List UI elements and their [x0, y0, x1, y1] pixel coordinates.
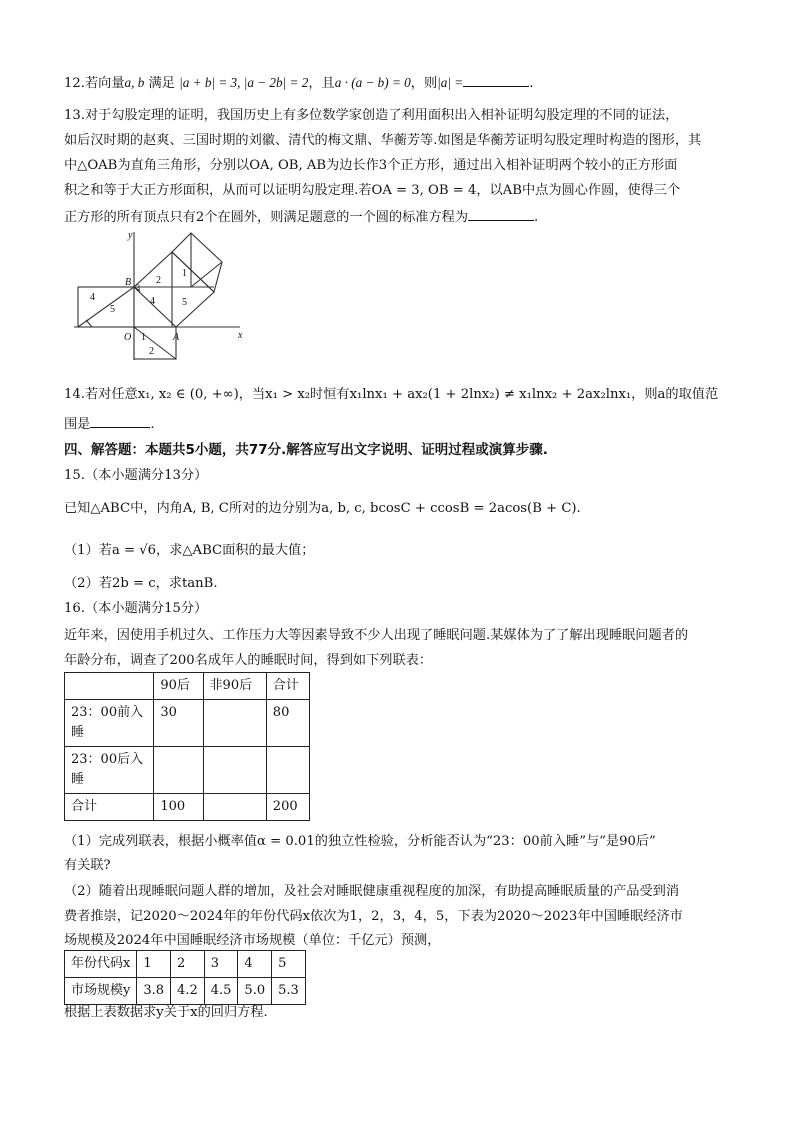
- q14-answer-blank[interactable]: [90, 414, 150, 428]
- q13-tail: .: [534, 210, 539, 225]
- label-5a: 5: [110, 304, 115, 315]
- q16-part2-line3: 场规模及2024年中国睡眠经济市场规模（单位：千亿元）预测，: [64, 933, 441, 948]
- table-cell: 23：00后入睡: [65, 747, 154, 794]
- pythagorean-figure: [72, 226, 250, 362]
- q13-line2: 如后汉时期的赵爽、三国时期的刘徽、清代的梅文鼎、华蘅芳等.如图是华蘅芳证明勾股定理时构造的图形，其: [64, 133, 702, 148]
- table-row: [65, 978, 306, 1005]
- q16-part1-line2: 有关联?: [64, 858, 111, 873]
- label-B: B: [125, 277, 132, 288]
- table-cell: 4: [238, 951, 272, 978]
- table-cell: 1: [137, 951, 171, 978]
- section4-title: 四、解答题：本题共5小题，共77分.解答应写出文字说明、证明过程或演算步骤.: [64, 442, 548, 458]
- table-row: [65, 700, 310, 747]
- label-2a: 2: [156, 275, 161, 286]
- q13-line4: 积之和等于大正方形面积，从而可以证明勾股定理.若OA = 3, OB = 4，以AB中点为圆心作圆，使得三个: [64, 183, 681, 198]
- q12-condition2: a · (a − b) = 0: [334, 75, 411, 90]
- q12-line: [64, 73, 533, 93]
- table-cell: 80: [266, 700, 309, 747]
- q13-line3: 中△OAB为直角三角形，分别以OA, OB, AB为边长作3个正方形，通过出入相补证明两个较小的正方形面: [64, 158, 678, 173]
- q14-line1: 14.若对任意x₁, x₂ ∈ (0, +∞)，当x₁ > x₂时恒有x₁lnx₁ + ax₂(1 + 2lnx₂) ≠ x₁lnx₂ + 2ax₂lnx₁，则a的取值范: [64, 387, 719, 402]
- table-cell: 4.5: [204, 978, 238, 1005]
- q16-part2-line1: （2）随着出现睡眠问题人群的增加，及社会对睡眠健康重视程度的加深，有助提高睡眠质量的产品受到消: [64, 884, 680, 899]
- label-y: y: [128, 230, 133, 241]
- q16-line1: 近年来，因使用手机过久、工作压力大等因素导致不少人出现了睡眠问题.某媒体为了了解出现睡眠问题者的: [64, 628, 689, 643]
- table-cell: 合计: [266, 673, 309, 700]
- label-3: 3: [136, 283, 140, 292]
- q15-stem: 已知△ABC中，内角A, B, C所对的边分别为a, b, c, bcosC + ccosB = 2acos(B + C).: [64, 501, 581, 516]
- q14-tail: .: [150, 417, 155, 432]
- table-cell: 3.8: [137, 978, 171, 1005]
- contingency-table: [64, 672, 310, 821]
- small-corner2: [86, 320, 92, 327]
- table-cell: 市场规模y: [65, 978, 137, 1005]
- q13-line5: [64, 207, 538, 227]
- label-x: x: [238, 330, 243, 341]
- table-cell[interactable]: [266, 747, 309, 794]
- square-extension: [172, 233, 222, 292]
- table-row: [65, 673, 310, 700]
- label-4b: 4: [150, 296, 155, 307]
- q16-part1-line1: （1）完成列联表，根据小概率值α = 0.01的独立性检验，分析能否认为“23：00前入睡”与“是90后”: [64, 834, 656, 849]
- table-cell: 3: [204, 951, 238, 978]
- q12-text2: ，且: [308, 76, 335, 91]
- q15-header: 15.（本小题满分13分）: [64, 468, 208, 483]
- label-1a: 1: [182, 268, 187, 279]
- q13-answer-blank[interactable]: [468, 207, 534, 221]
- table-cell: 年份代码x: [65, 951, 137, 978]
- q13-line5-text: 正方形的所有顶点只有2个在圆外，则满足题意的一个圆的标准方程为: [64, 210, 469, 225]
- q12-ask: |a| =: [437, 75, 464, 90]
- table-row: [65, 747, 310, 794]
- table-cell: 非90后: [203, 673, 266, 700]
- table-cell: 5.0: [238, 978, 272, 1005]
- q13-line1: 13.对于勾股定理的证明，我国历史上有多位数学家创造了利用面积出入相补证明勾股定理的不同的证法，: [64, 108, 679, 123]
- label-4a: 4: [90, 292, 95, 303]
- q12-condition1: |a + b| = 3, |a − 2b| = 2: [179, 75, 309, 90]
- table-cell: 100: [154, 794, 203, 821]
- table-cell: 200: [266, 794, 309, 821]
- label-A: A: [173, 332, 180, 343]
- q12-answer-blank[interactable]: [463, 73, 529, 87]
- q16-line2: 年龄分布，调查了200名成年人的睡眠时间，得到如下列联表：: [64, 653, 433, 668]
- table-row: [65, 794, 310, 821]
- label-2b: 2: [149, 346, 154, 357]
- table-cell: 2: [171, 951, 205, 978]
- label-5b: 5: [182, 297, 187, 308]
- table-cell[interactable]: [203, 794, 266, 821]
- table-cell: 5.3: [272, 978, 306, 1005]
- q15-part1: （1）若a = √6，求△ABC面积的最大值；: [64, 543, 315, 558]
- q16-closing: 根据上表数据求y关于x的回归方程.: [64, 1005, 268, 1020]
- q12-tail: .: [529, 76, 534, 91]
- label-1b: 1: [141, 332, 146, 343]
- square-ab: [134, 252, 214, 327]
- table-cell[interactable]: [203, 747, 266, 794]
- market-size-table: [64, 950, 306, 1005]
- table-cell: 23：00前入睡: [65, 700, 154, 747]
- q14-line2-text: 围是: [64, 417, 91, 432]
- q16-part2-line2: 费者推崇，记2020～2024年的年份代码x依次为1，2，3，4，5，下表为2020～2023年中国睡眠经济市: [64, 909, 683, 924]
- table-cell: 5: [272, 951, 306, 978]
- q12-lead: 12.若向量: [64, 76, 125, 91]
- q12-text1: 满足: [148, 76, 175, 91]
- table-cell: [65, 673, 154, 700]
- table-cell: 合计: [65, 794, 154, 821]
- table-cell[interactable]: [203, 700, 266, 747]
- table-cell: 30: [154, 700, 203, 747]
- table-cell: 4.2: [171, 978, 205, 1005]
- q12-vectors: a, b: [124, 75, 145, 90]
- table-cell: 90后: [154, 673, 203, 700]
- table-row: [65, 951, 306, 978]
- label-O: O: [124, 332, 132, 343]
- q12-text3: ，则: [410, 76, 438, 91]
- table-cell[interactable]: [154, 747, 203, 794]
- q14-line2: [64, 414, 155, 434]
- q15-part2: （2）若2b = c，求tanB.: [64, 576, 218, 591]
- q16-header: 16.（本小题满分15分）: [64, 601, 208, 616]
